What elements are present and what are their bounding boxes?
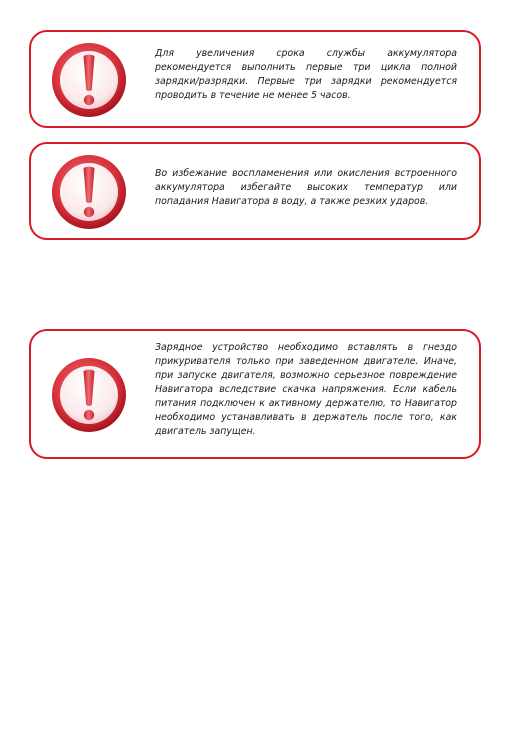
- warning-box: [29, 142, 481, 240]
- exclamation-icon: [50, 356, 128, 434]
- warning-box: [29, 30, 481, 128]
- warning-text: Для увеличения срока службы аккумулятора рекомендуется выполнить первые три цикла полной зарядки/разрядки. Первые три зарядки рекомендуется проводить в течение не менее 5 часов.: [155, 48, 457, 101]
- warning-text: Зарядное устройство необходимо вставлять в гнездо прикуривателя только при заведенном двигателе. Иначе, при запуске двигателя, возможно серьезное повреждение Навигатора вследствие скачка напряжения. Если кабель питания подключен к активному держателю, то Навигатор необходимо устанавливать в держатель после того, как двигатель запущен.: [155, 342, 457, 437]
- warning-text: Во избежание воспламенения или окисления встроенного аккумулятора избегайте высоких температур или попадания Навигатора в воду, а также резких ударов.: [155, 168, 457, 207]
- exclamation-icon: [50, 41, 128, 119]
- exclamation-icon: [50, 153, 128, 231]
- warning-box: [29, 329, 481, 459]
